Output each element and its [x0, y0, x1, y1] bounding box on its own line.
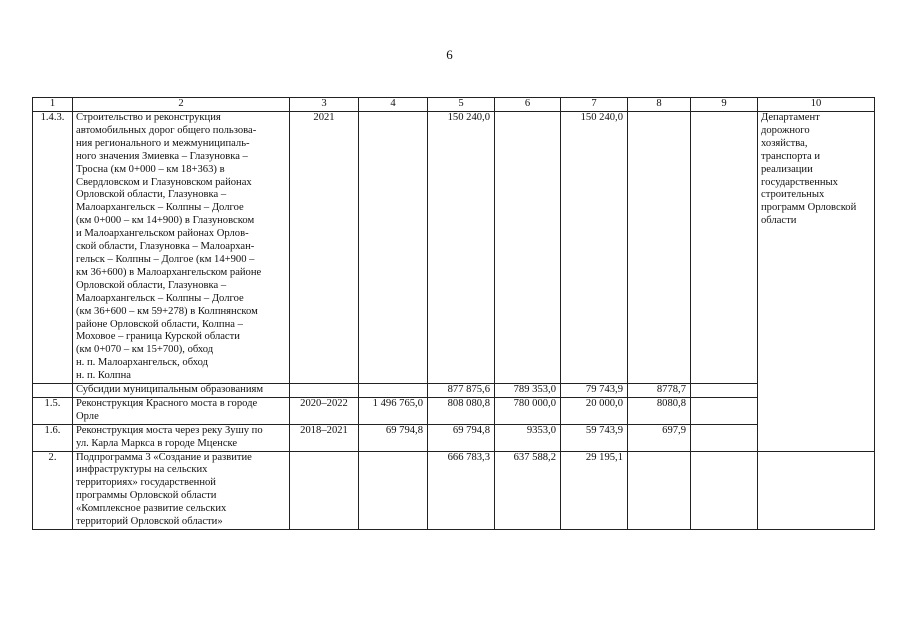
table-row	[33, 424, 875, 451]
col-header-1: 1	[33, 98, 73, 112]
col-header-10: 10	[758, 98, 875, 112]
row-col9	[691, 451, 758, 529]
row-col5: 808 080,8	[428, 397, 495, 424]
row-col8	[628, 112, 691, 384]
row-col5: 666 783,3	[428, 451, 495, 529]
row-col6: 789 353,0	[495, 384, 561, 398]
row-number: 1.4.3.	[33, 112, 73, 384]
table-row	[33, 397, 875, 424]
row-name: Подпрограмма 3 «Создание и развитие инфраструктуры на сельских территориях» государственной программы Орловской области «Комплексное развитие сельских территорий Орловской области»	[73, 451, 290, 529]
row-col9	[691, 424, 758, 451]
page-number: 6	[446, 47, 453, 62]
row-col5: 877 875,6	[428, 384, 495, 398]
row-col10	[758, 451, 875, 529]
row-col7: 29 195,1	[561, 451, 628, 529]
row-years: 2020–2022	[290, 397, 359, 424]
row-col6: 637 588,2	[495, 451, 561, 529]
row-number	[33, 384, 73, 398]
budget-table	[32, 97, 875, 530]
responsible-department: Департамент дорожного хозяйства, транспорта и реализации государственных строительных программ Орловской области	[758, 112, 875, 452]
row-number: 2.	[33, 451, 73, 529]
col-header-2: 2	[73, 98, 290, 112]
row-col9	[691, 112, 758, 384]
table-row	[33, 112, 875, 384]
row-col6: 9353,0	[495, 424, 561, 451]
row-col7: 150 240,0	[561, 112, 628, 384]
row-col5: 150 240,0	[428, 112, 495, 384]
col-header-6: 6	[495, 98, 561, 112]
row-col9	[691, 384, 758, 398]
row-col8	[628, 451, 691, 529]
row-years: 2021	[290, 112, 359, 384]
row-years: 2018–2021	[290, 424, 359, 451]
row-col6: 780 000,0	[495, 397, 561, 424]
row-number: 1.6.	[33, 424, 73, 451]
row-col8: 8778,7	[628, 384, 691, 398]
row-number: 1.5.	[33, 397, 73, 424]
header-row	[33, 98, 875, 112]
row-name: Реконструкция моста через реку Зушу по ул. Карла Маркса в городе Мценске	[73, 424, 290, 451]
row-col4: 1 496 765,0	[359, 397, 428, 424]
col-header-5: 5	[428, 98, 495, 112]
row-col4	[359, 451, 428, 529]
row-years	[290, 451, 359, 529]
row-col7: 79 743,9	[561, 384, 628, 398]
col-header-3: 3	[290, 98, 359, 112]
table-row	[33, 451, 875, 529]
row-years	[290, 384, 359, 398]
row-name: Реконструкция Красного моста в городе Орле	[73, 397, 290, 424]
row-name: Субсидии муниципальным образованиям	[73, 384, 290, 398]
col-header-7: 7	[561, 98, 628, 112]
col-header-4: 4	[359, 98, 428, 112]
col-header-9: 9	[691, 98, 758, 112]
row-col4: 69 794,8	[359, 424, 428, 451]
row-col7: 59 743,9	[561, 424, 628, 451]
row-col4	[359, 384, 428, 398]
row-col6	[495, 112, 561, 384]
row-col7: 20 000,0	[561, 397, 628, 424]
row-col9	[691, 397, 758, 424]
row-col8: 697,9	[628, 424, 691, 451]
row-name: Строительство и реконструкция автомобильных дорог общего пользова- ния регионального и межмуниципаль- ного значения Змиевка – Глазуновка – Тросна (км 0+000 – км 18+363) в Свердловском и Глазуновском районах Орловской области, Глазуновка – Малоархангельск – Колпны – Долгое (км 0+000 – км 14+900) в Глазуновском и Малоархангельском районах Орлов- ской области, Глазуновка – Малоархан- гельск – Колпны – Долгое (км 14+900 – км 36+600) в Малоархангельском районе Орловской области, Глазуновка – Малоархангельск – Колпны – Долгое (км 36+600 – км 59+278) в Колпнянском районе Орловской области, Колпна – Моховое – граница Курской области (км 0+070 – км 15+700), обход н. п. Малоархангельск, обход н. п. Колпна	[73, 112, 290, 384]
row-col8: 8080,8	[628, 397, 691, 424]
row-col5: 69 794,8	[428, 424, 495, 451]
row-col4	[359, 112, 428, 384]
col-header-8: 8	[628, 98, 691, 112]
table-row	[33, 384, 875, 398]
